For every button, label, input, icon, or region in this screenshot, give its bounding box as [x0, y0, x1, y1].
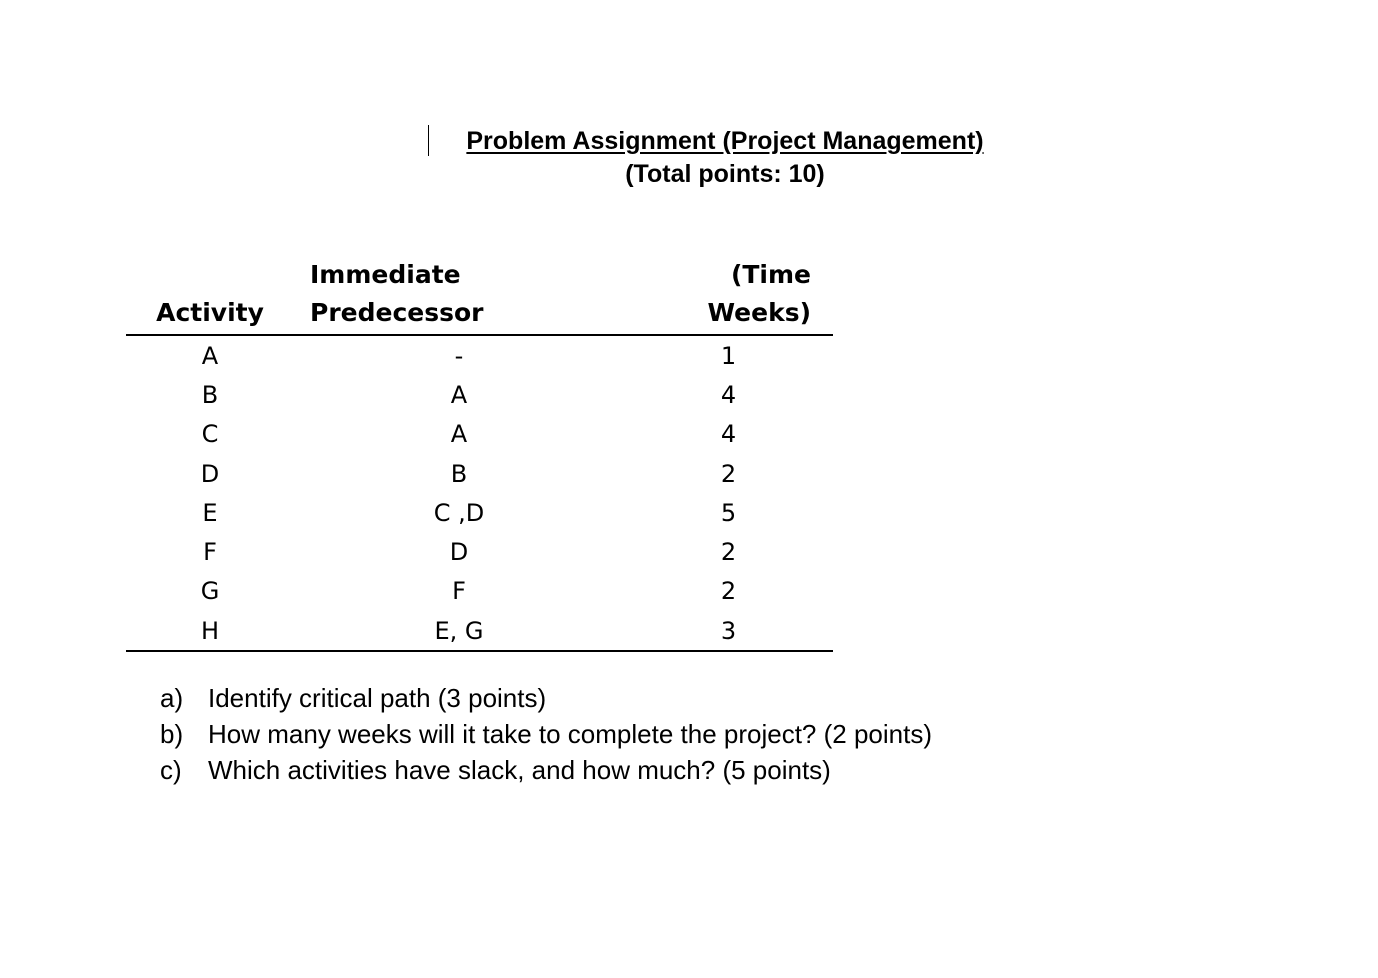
header-predecessor-line1: Immediate: [310, 260, 461, 289]
cell-activity: F: [203, 538, 217, 567]
cell-time: 5: [720, 498, 737, 527]
cell-time: 4: [720, 380, 737, 409]
cell-activity: G: [200, 577, 220, 606]
question-letter: b): [160, 719, 184, 749]
cell-time: 1: [720, 341, 737, 370]
question-letter: c): [160, 755, 182, 785]
table-row: [126, 532, 833, 571]
cell-time: 4: [720, 420, 737, 449]
list-item: [160, 716, 932, 752]
cell-predecessor: F: [452, 577, 466, 606]
question-letter: a): [160, 683, 184, 713]
table-row: [126, 335, 833, 375]
question-text: How many weeks will it take to complete the project? (2 points): [208, 719, 932, 749]
cell-time: 2: [720, 577, 737, 606]
table-header-row: [126, 256, 833, 335]
activity-table: [126, 256, 833, 652]
cell-activity: D: [200, 459, 220, 488]
cell-time: 3: [624, 611, 833, 651]
header-predecessor-line2: Predecessor: [310, 298, 484, 327]
title-main: Problem Assignment (Project Management): [466, 127, 984, 155]
cell-predecessor: E, G: [294, 611, 624, 651]
cell-time: 2: [720, 459, 737, 488]
question-text: Identify critical path (3 points): [208, 683, 547, 713]
activity-table-container: [126, 256, 833, 652]
cell-predecessor: B: [450, 459, 468, 488]
question-text: Which activities have slack, and how much? (5 points): [208, 755, 831, 785]
cell-predecessor: A: [450, 380, 468, 409]
table-row: [126, 375, 833, 414]
cell-activity: H: [126, 611, 294, 651]
cell-activity: A: [201, 341, 219, 370]
table-row: [126, 572, 833, 611]
table-row: [126, 611, 833, 651]
list-item: [160, 680, 932, 716]
table-row: [126, 454, 833, 493]
cell-activity: C: [201, 420, 219, 449]
cell-predecessor: D: [449, 538, 469, 567]
header-predecessor: [294, 256, 624, 335]
header-activity: Activity: [126, 256, 294, 335]
question-list: [160, 680, 932, 788]
cell-time: 2: [720, 538, 737, 567]
list-item: [160, 752, 932, 788]
cell-predecessor: A: [450, 420, 468, 449]
cell-activity: B: [201, 380, 219, 409]
cell-predecessor: -: [454, 341, 464, 370]
title-points: (Total points: 10): [625, 160, 825, 188]
table-row: [126, 415, 833, 454]
cell-activity: E: [202, 498, 218, 527]
header-time: (Time Weeks): [624, 256, 833, 335]
cell-predecessor: C ,D: [433, 498, 485, 527]
table-row: [126, 493, 833, 532]
document-title: [0, 125, 1378, 191]
